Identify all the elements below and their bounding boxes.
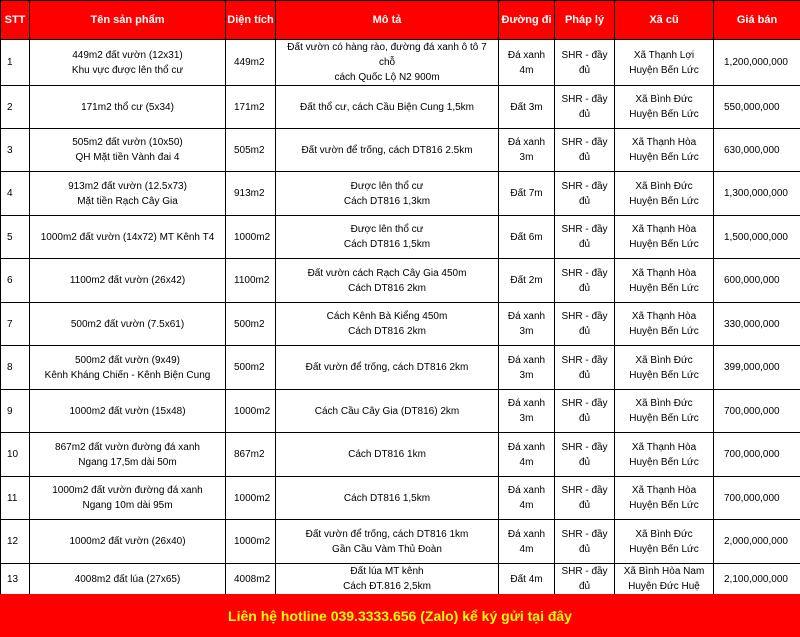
sale-price: 630,000,000 [714,129,800,172]
table-row[interactable] [1,216,800,259]
col-header-price: Giá bán [714,1,800,40]
old-commune-line: Xã Bình Đức [635,354,693,366]
legal-status: SHR - đầy đủ [555,259,615,303]
row-number: 11 [1,477,30,520]
product-name-line: 171m2 thổ cư (5x34) [81,101,174,113]
old-commune-line: Xã Thạnh Hòa [631,137,697,148]
product-name [30,303,226,346]
table-row[interactable] [1,303,800,346]
description [276,40,499,86]
product-name-line: 1000m2 đất vườn (15x48) [69,405,186,417]
product-name-line: 505m2 đất vườn (10x50) [72,137,183,148]
row-number: 5 [1,216,30,259]
description-line: Cách DT816 1,3km [343,195,431,207]
old-commune [615,129,714,172]
product-name [30,433,226,477]
legal-status: SHR - đầy đủ [555,564,615,595]
legal-status: SHR - đầy đủ [555,40,615,86]
row-number: 10 [1,433,30,477]
table-row[interactable] [1,172,800,216]
road-access: Đất 4m [499,564,555,595]
old-commune-line: Huyện Bến Lức [629,152,699,163]
land-area: 171m2 [226,86,276,129]
product-name [30,259,226,303]
old-commune [615,346,714,390]
old-commune-line: Huyện Đức Huệ [628,581,700,592]
product-name-line: Mặt tiền Rạch Cây Gia [77,195,178,207]
col-header-road: Đường đi [499,1,555,40]
product-name [30,86,226,129]
old-commune [615,477,714,520]
description [276,433,499,477]
legal-status: SHR - đầy đủ [555,86,615,129]
road-access: Đá xanh 3m [499,303,555,346]
table-row[interactable] [1,477,800,520]
land-area: 1000m2 [226,390,276,433]
land-area: 500m2 [226,346,276,390]
col-header-description: Mô tả [276,1,499,40]
table-row[interactable] [1,520,800,564]
old-commune [615,433,714,477]
road-access: Đá xanh 4m [499,477,555,520]
product-name [30,40,226,86]
description [276,520,499,564]
description-line: Đất vườn để trống, cách DT816 1km [305,528,469,540]
description [276,129,499,172]
old-commune-line: Huyện Bến Lức [629,195,699,207]
land-area: 1100m2 [226,259,276,303]
old-commune [615,303,714,346]
old-commune-line: Huyện Bến Lức [629,282,699,294]
description-line: cách Quốc Lộ N2 900m [334,72,440,83]
description-line: Cách ĐT.816 2,5km [343,581,431,592]
land-area: 4008m2 [226,564,276,595]
product-name-line: 1000m2 đất vườn (26x40) [69,536,186,547]
product-name [30,129,226,172]
product-name [30,216,226,259]
old-commune [615,40,714,86]
product-name-line: 867m2 đất vườn đường đá xanh [55,441,200,453]
product-name [30,390,226,433]
description-line: Đất vườn cách Rạch Cây Gia 450m [307,267,467,279]
row-number: 9 [1,390,30,433]
product-name [30,346,226,390]
sale-price: 2,100,000,000 [714,564,800,595]
description-line: Cách DT816 2km [348,282,426,294]
old-commune [615,86,714,129]
description-line: Đất thổ cư, cách Cầu Biện Cung 1,5km [299,101,474,113]
legal-status: SHR - đầy đủ [555,346,615,390]
row-number: 13 [1,564,30,595]
road-access: Đá xanh 3m [499,346,555,390]
old-commune [615,172,714,216]
sale-price: 2,000,000,000 [714,520,800,564]
row-number: 4 [1,172,30,216]
sale-price: 600,000,000 [714,259,800,303]
product-name-line: 449m2 đất vườn (12x31) [72,49,183,61]
sale-price: 700,000,000 [714,433,800,477]
old-commune-line: Xã Bình Đức [635,94,693,105]
table-row[interactable] [1,86,800,129]
old-commune-line: Xã Thạnh Hòa [631,224,697,235]
col-header-area: Diện tích [226,1,276,40]
description [276,86,499,129]
col-header-stt: STT [1,1,30,40]
old-commune-line: Xã Thạnh Hòa [631,267,697,279]
description-line: Đất vườn để trống, cách DT816 2km [305,362,469,373]
header-row [1,1,800,40]
table-row[interactable] [1,259,800,303]
description [276,172,499,216]
land-area: 500m2 [226,303,276,346]
sale-price: 330,000,000 [714,303,800,346]
product-name-line: Ngang 10m dài 95m [82,500,173,511]
description-line: Cách Kênh Bà Kiểng 450m [326,311,448,322]
land-area: 449m2 [226,40,276,86]
table-row[interactable] [1,129,800,172]
legal-status: SHR - đầy đủ [555,172,615,216]
product-name-line: 1000m2 đất vườn (14x72) MT Kênh T4 [40,231,215,243]
description [276,303,499,346]
hotline-banner[interactable] [0,594,800,637]
old-commune-line: Huyện Bến Lức [629,500,699,511]
product-name-line: QH Mặt tiền Vành đai 4 [75,152,180,163]
col-header-product: Tên sản phẩm [30,1,226,40]
land-area: 867m2 [226,433,276,477]
description [276,564,499,595]
product-name-line: 4008m2 đất lúa (27x65) [74,573,181,585]
old-commune-line: Xã Thạnh Hòa [631,441,697,453]
road-access: Đất 2m [499,259,555,303]
land-area: 505m2 [226,129,276,172]
land-area: 1000m2 [226,520,276,564]
old-commune-line: Xã Bình Đức [635,528,693,540]
description [276,259,499,303]
sale-price: 1,300,000,000 [714,172,800,216]
old-commune-line: Xã Bình Hòa Nam [623,566,705,577]
old-commune-line: Huyện Bến Lức [629,369,699,381]
description-line: Cách DT816 1,5km [343,492,431,504]
row-number: 12 [1,520,30,564]
table-row[interactable] [1,390,800,433]
product-name-line: Ngang 17,5m dài 50m [78,456,177,468]
road-access: Đá xanh 3m [499,129,555,172]
description-line: Cách DT816 1km [348,449,426,460]
sale-price: 399,000,000 [714,346,800,390]
row-number: 1 [1,40,30,86]
product-name-line: Khu vực được lên thổ cư [71,64,184,76]
road-access: Đá xanh 4m [499,520,555,564]
road-access: Đá xanh 4m [499,40,555,86]
legal-status: SHR - đầy đủ [555,303,615,346]
sale-price: 1,500,000,000 [714,216,800,259]
row-number: 6 [1,259,30,303]
old-commune-line: Huyện Bến Lức [629,456,699,468]
description-line: Gần Cầu Vàm Thủ Đoàn [332,543,442,555]
sale-price: 1,200,000,000 [714,40,800,86]
description-line: Cách Cầu Cây Gia (DT816) 2km [314,405,460,417]
product-name-line: 913m2 đất vườn (12.5x73) [68,180,187,192]
old-commune [615,259,714,303]
legal-status: SHR - đầy đủ [555,477,615,520]
old-commune-line: Huyện Bến Lức [629,543,699,555]
land-area: 1000m2 [226,216,276,259]
road-access: Đất 7m [499,172,555,216]
row-number: 8 [1,346,30,390]
old-commune-line: Huyện Bến Lức [629,326,699,337]
old-commune [615,390,714,433]
road-access: Đất 3m [499,86,555,129]
old-commune-line: Xã Thạnh Hòa [631,311,697,322]
product-name-line: Kênh Kháng Chiến - Kênh Biện Cung [44,369,211,381]
table-row[interactable] [1,564,800,595]
land-area: 913m2 [226,172,276,216]
description [276,346,499,390]
legal-status: SHR - đầy đủ [555,433,615,477]
product-name-line: 500m2 đất vườn (7.5x61) [70,318,185,330]
old-commune-line: Huyện Bến Lức [629,109,699,120]
description [276,390,499,433]
table-row[interactable] [1,433,800,477]
description-line: Được lên thổ cư [350,180,424,192]
table-row[interactable] [1,40,800,86]
legal-status: SHR - đầy đủ [555,520,615,564]
old-commune-line: Xã Bình Đức [635,180,693,192]
old-commune-line: Huyện Bến Lức [629,413,699,424]
product-name [30,477,226,520]
product-name [30,520,226,564]
row-number: 2 [1,86,30,129]
road-access: Đất 6m [499,216,555,259]
old-commune-line: Huyện Bến Lức [629,64,699,76]
old-commune-line: Xã Bình Đức [635,398,693,409]
table-row[interactable] [1,346,800,390]
description-line: Đất vườn để trống, cách DT816 2.5km [301,144,473,156]
row-number: 7 [1,303,30,346]
description-line: Đất vườn có hàng rào, đường đá xanh ô tô 7 chỗ [287,42,487,68]
legal-status: SHR - đầy đủ [555,216,615,259]
old-commune [615,520,714,564]
sale-price: 700,000,000 [714,477,800,520]
old-commune [615,564,714,595]
old-commune-line: Huyện Bến Lức [629,239,699,250]
sale-price: 550,000,000 [714,86,800,129]
description [276,477,499,520]
col-header-legal: Pháp lý [555,1,615,40]
description-line: Được lên thổ cư [350,224,424,235]
hotline-text: Liên hệ hotline 039.3333.656 (Zalo) kể ký gửi tại đây [228,607,572,624]
land-area: 1000m2 [226,477,276,520]
description-line: Đất lúa MT kênh [350,566,424,577]
sale-price: 700,000,000 [714,390,800,433]
old-commune-line: Xã Thạnh Lợi [633,49,695,61]
product-name-line: 500m2 đất vườn (9x49) [75,354,180,366]
col-header-commune: Xã cũ [615,1,714,40]
road-access: Đá xanh 4m [499,433,555,477]
description [276,216,499,259]
product-name [30,564,226,595]
legal-status: SHR - đầy đủ [555,390,615,433]
product-name-line: 1000m2 đất vườn đường đá xanh [52,485,203,496]
description-line: Cách DT816 2km [348,326,426,337]
legal-status: SHR - đầy đủ [555,129,615,172]
row-number: 3 [1,129,30,172]
road-access: Đá xanh 3m [499,390,555,433]
product-name-line: 1100m2 đất vườn (26x42) [69,275,186,286]
old-commune-line: Xã Thạnh Hòa [631,485,697,496]
old-commune [615,216,714,259]
product-name [30,172,226,216]
description-line: Cách DT816 1,5km [343,239,431,250]
